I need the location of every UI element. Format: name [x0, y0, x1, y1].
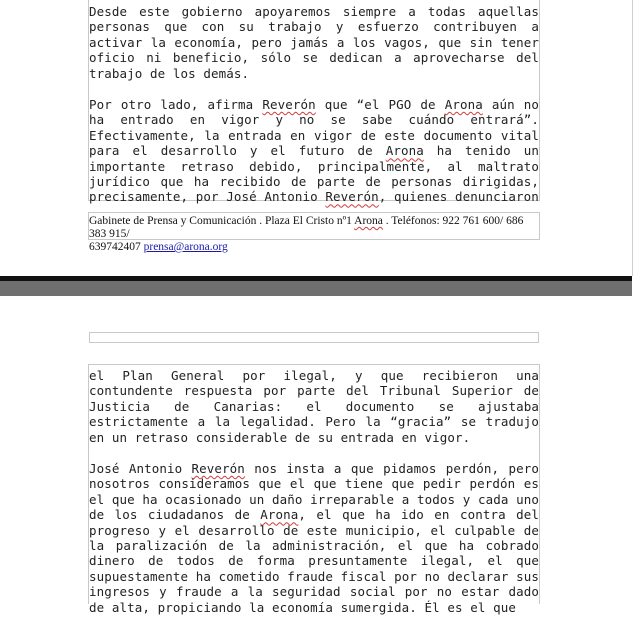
text-segment: Reverón	[262, 97, 316, 113]
text-segment: ingresos y fraude a la seguridad social por no estar dado	[89, 584, 539, 600]
text-segment: de los ciudadanos de	[89, 507, 261, 523]
text-line	[89, 461, 539, 476]
text-segment: nosotros consideramos que el que tiene que pedir perdón es	[89, 476, 539, 492]
text-segment: estrictamente a la legalidad. Pero la “gracia” se tradujo	[89, 414, 539, 430]
text-line	[89, 553, 539, 568]
text-line	[89, 368, 539, 383]
text-line	[89, 569, 539, 584]
text-line	[89, 159, 539, 174]
text-line	[89, 97, 539, 112]
footer-arona: Arona	[354, 215, 383, 227]
text-segment: nos insta a que pidamos perdón, pero	[244, 461, 539, 477]
paragraph	[89, 368, 539, 445]
page-1-footer[interactable]	[89, 215, 539, 254]
text-line	[89, 476, 539, 491]
text-segment: José Antonio	[89, 461, 192, 477]
document-page-2	[0, 296, 632, 615]
text-line	[89, 584, 539, 599]
text-segment: progreso y el desarrollo de este municipio, el culpable de	[89, 522, 539, 538]
page-separator	[0, 276, 632, 296]
footer-phones: . Teléfonos: 922 761 600/ 686 383 915/	[89, 215, 524, 240]
paragraph	[89, 461, 539, 615]
text-segment: importante retraso debido, principalmente, al maltrato	[89, 158, 539, 174]
text-segment: de alta, propiciando la economía sumergida. Él es el que	[89, 599, 517, 615]
text-segment: contundente respuesta por parte del Tribunal Superior de	[89, 383, 539, 399]
page-2-header-frame[interactable]	[89, 332, 539, 343]
text-line	[89, 35, 539, 50]
text-segment: Efectivamente, la entrada en vigor de este documento vital	[89, 127, 539, 143]
text-segment: personas que con su trabajo y esfuerzo contribuyen a	[89, 19, 539, 35]
text-segment: ha entrado en vigor y no se sabe cuándo entrará”.	[89, 112, 539, 128]
footer-email-link[interactable]: prensa@arona.org	[143, 241, 228, 253]
text-line	[89, 399, 539, 414]
text-segment: que “el PGO de	[315, 97, 445, 113]
text-segment: activar la economía, pero jamás a los vagos, que sin tener	[89, 34, 539, 50]
text-segment: aún no	[482, 97, 539, 113]
text-line	[89, 50, 539, 65]
text-line	[89, 600, 539, 615]
text-segment: Por otro lado, afirma	[89, 97, 263, 113]
text-segment: Arona	[260, 507, 299, 523]
text-segment: Reverón	[191, 461, 245, 477]
footer-text-1: Gabinete de Prensa y Comunicación . Plaza El Cristo nº1	[89, 215, 355, 227]
text-segment: Arona	[385, 143, 424, 159]
text-segment: el que ha ocasionado un daño irreparable a todos y cada uno	[89, 491, 539, 507]
page-2-body-text[interactable]	[89, 368, 539, 631]
text-line	[89, 128, 539, 143]
text-segment: Reverón	[325, 189, 379, 205]
text-segment: Arona	[444, 97, 483, 113]
text-line	[89, 538, 539, 553]
text-segment: jurídico que ha recibido de parte de personas dirigidas,	[89, 174, 539, 190]
text-line	[89, 143, 539, 158]
text-line	[89, 507, 539, 522]
text-line	[89, 112, 539, 127]
text-segment: la paralización de la administración, el que ha cobrado	[89, 538, 539, 554]
text-line	[89, 492, 539, 507]
text-line	[89, 19, 539, 34]
text-segment: en un retraso considerable de su entrada en vigor.	[89, 429, 471, 445]
text-segment: trabajo de los demás.	[89, 65, 250, 81]
page-1-body-text[interactable]	[89, 4, 539, 221]
footer-phone-2: 639742407	[89, 241, 144, 253]
text-line	[89, 414, 539, 429]
text-segment: oficio ni beneficio, sólo se dedican a aprovecharse del	[89, 50, 539, 66]
text-segment: para el desarrollo y el futuro de	[89, 143, 386, 159]
document-page-1	[0, 0, 633, 276]
text-segment: Justicia de Canarias: el documento se ajustaba	[89, 398, 539, 414]
text-segment: precisamente, por José Antonio	[89, 189, 326, 205]
text-line	[89, 66, 539, 81]
text-segment: , quienes denunciaron	[378, 189, 539, 205]
text-segment: ha tenido un	[423, 143, 539, 159]
text-segment: Desde este gobierno apoyaremos siempre a todas aquellas	[89, 4, 539, 19]
paragraph	[89, 4, 539, 81]
text-line	[89, 383, 539, 398]
paragraph	[89, 97, 539, 205]
text-segment: supuestamente ha cometido fraude fiscal por no declarar sus	[89, 568, 539, 584]
text-segment: , el que ha ido en contra del	[298, 507, 539, 523]
text-line	[89, 430, 539, 445]
text-line	[89, 189, 539, 204]
text-line	[89, 174, 539, 189]
text-segment: el Plan General por ilegal, y que recibieron una	[89, 368, 539, 383]
text-segment: dinero de todos de forma presuntamente ilegal, el que	[89, 553, 539, 569]
text-line	[89, 523, 539, 538]
text-line	[89, 4, 539, 19]
